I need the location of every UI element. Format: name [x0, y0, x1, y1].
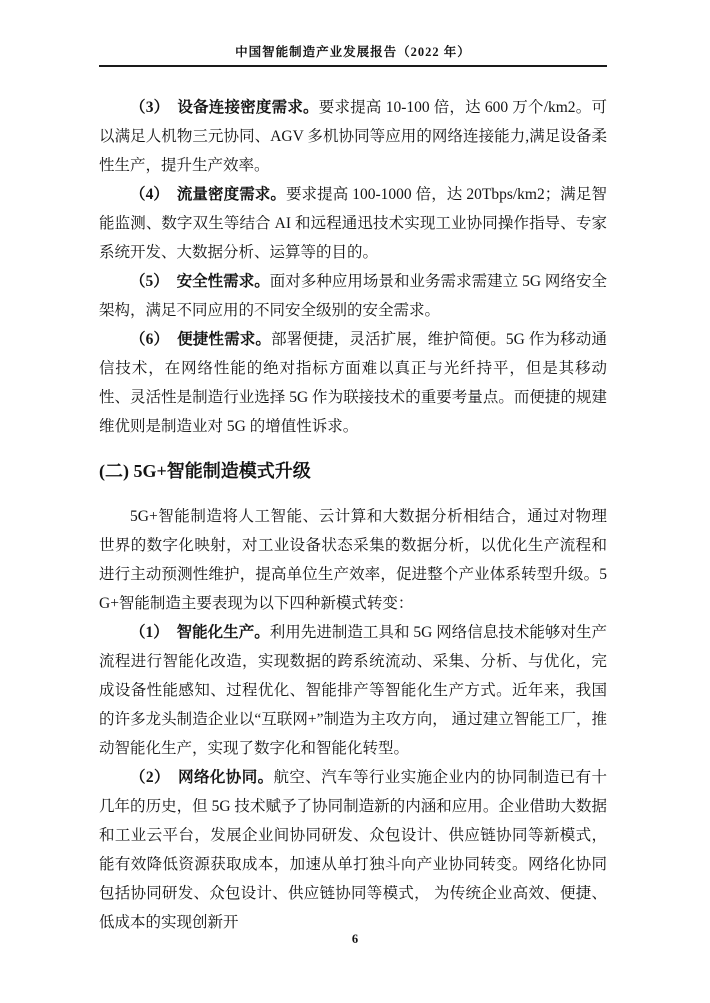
paragraph-requirement-6 — [99, 325, 607, 441]
paragraph-requirement-5 — [99, 267, 607, 325]
paragraph-requirement-4 — [99, 180, 607, 267]
paragraph-mode-2 — [99, 763, 607, 937]
paragraph-lead: （3） 设备连接密度需求。 — [130, 99, 319, 116]
page-header: 中国智能制造产业发展报告（2022 年） — [99, 44, 607, 67]
paragraph-lead: （6） 便捷性需求。 — [130, 331, 272, 348]
paragraph-lead: （4） 流量密度需求。 — [130, 186, 286, 203]
paragraph-mode-1 — [99, 618, 607, 763]
paragraph-lead: （5） 安全性需求。 — [130, 273, 270, 290]
paragraph-text: 要求提高 10-100 倍，达 600 万个/km2。可以满足人机物三元协同、AGV 多机协同等应用的网络连接能力,满足设备柔性生产，提升生产效率。 — [99, 99, 607, 174]
page-number: 6 — [351, 932, 359, 946]
paragraph-text: 航空、汽车等行业实施企业内的协同制造已有十几年的历史，但 5G 技术赋予了协同制造新的内涵和应用。企业借助大数据和工业云平台，发展企业间协同研发、众包设计、供应链协同等新模式，能有效降低资源获取成本，加速从单打独斗向产业协同转变。网络化协同包括协同研发、众包设计、供应链协同等模式， 为传统企业高效、便捷、低成本的实现创新开 — [99, 769, 607, 931]
paragraph-text: 5G+智能制造将人工智能、云计算和大数据分析相结合，通过对物理世界的数字化映射，对工业设备状态采集的数据分析，以优化生产流程和进行主动预测性维护，提高单位生产效率，促进整个产业体系转型升级。5G+智能制造主要表现为以下四种新模式转变： — [99, 508, 607, 612]
paragraph-upgrade-intro — [99, 502, 607, 618]
document-body — [99, 93, 607, 937]
paragraph-text: 部署便捷，灵活扩展，维护简便。5G 作为移动通信技术，在网络性能的绝对指标方面难以真正与光纤持平，但是其移动性、灵活性是制造行业选择 5G 作为联接技术的重要考量点。而便捷的规建维优则是制造业对 5G 的增值性诉求。 — [99, 331, 607, 435]
paragraph-text: 利用先进制造工具和 5G 网络信息技术能够对生产流程进行智能化改造，实现数据的跨系统流动、采集、分析、与优化，完成设备性能感知、过程优化、智能排产等智能化生产方式。近年来，我国的许多龙头制造企业以“互联网+”制造为主攻方向， 通过建立智能工厂，推动智能化生产，实现了数字化和智能化转型。 — [99, 624, 607, 757]
paragraph-lead: （1） 智能化生产。 — [130, 624, 270, 641]
paragraph-requirement-3 — [99, 93, 607, 180]
paragraph-text: 要求提高 100-1000 倍，达 20Tbps/km2；满足智能监测、数字双生等结合 AI 和远程通迅技术实现工业协同操作指导、专家系统开发、大数据分析、运算等的目的。 — [99, 186, 607, 261]
paragraph-text: 面对多种应用场景和业务需求需建立 5G 网络安全架构，满足不同应用的不同安全级别的安全需求。 — [99, 273, 607, 319]
paragraph-lead: （2） 网络化协同。 — [130, 769, 274, 786]
section-heading: (二) 5G+智能制造模式升级 — [99, 461, 311, 481]
